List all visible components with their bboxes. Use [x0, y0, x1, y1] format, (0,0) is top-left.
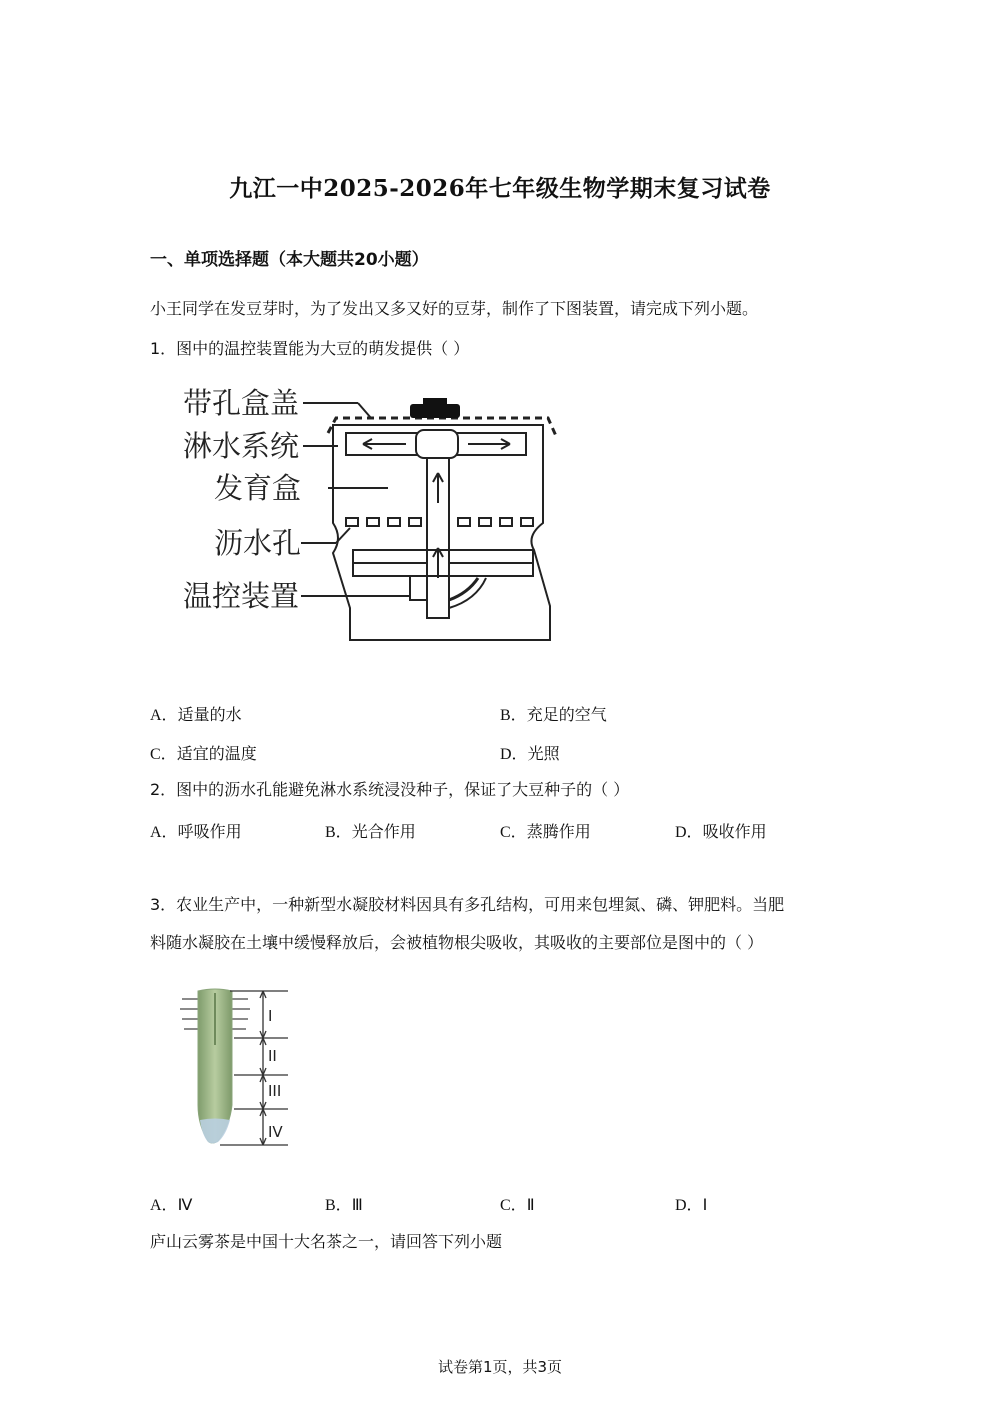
q2-option-b[interactable]: B．光合作用 — [325, 822, 416, 841]
root-zone-label-2: II — [268, 1047, 277, 1065]
root-zone-label-3: III — [268, 1082, 282, 1100]
page-title: 九江一中2025-2026年七年级生物学期末复习试卷 — [229, 175, 771, 202]
q1-option-b[interactable]: B．充足的空气 — [500, 705, 607, 724]
diagram-label-lid: 带孔盒盖 — [183, 386, 300, 420]
q1-option-d[interactable]: D．光照 — [500, 744, 560, 763]
q1-option-a[interactable]: A．适量的水 — [150, 705, 242, 724]
intro-paragraph: 小王同学在发豆芽时，为了发出又多又好的豆芽，制作了下图装置，请完成下列小题。 — [150, 299, 759, 318]
q3-option-d[interactable]: D．Ⅰ — [675, 1195, 708, 1214]
q1-option-c[interactable]: C．适宜的温度 — [150, 744, 257, 763]
question-3-stem-line-2: 料随水凝胶在土壤中缓慢释放后，会被植物根尖吸收，其吸收的主要部位是图中的（ ） — [150, 933, 764, 952]
q2-option-d[interactable]: D．吸收作用 — [675, 822, 767, 841]
page-footer: 试卷第1页，共3页 — [437, 1358, 563, 1376]
section-heading: 一、单项选择题（本大题共20小题） — [150, 250, 429, 270]
q2-option-c[interactable]: C．蒸腾作用 — [500, 822, 591, 841]
sprouting-device-diagram — [178, 378, 568, 648]
question-1-stem: 1．图中的温控装置能为大豆的萌发提供（ ） — [150, 339, 470, 358]
root-zone-label-1: I — [268, 1007, 273, 1025]
diagram-label-drain-holes: 沥水孔 — [214, 526, 302, 560]
q3-option-c[interactable]: C．Ⅱ — [500, 1195, 535, 1214]
diagram-label-temp-control: 温控装置 — [183, 579, 300, 613]
q3-option-b[interactable]: B．Ⅲ — [325, 1195, 363, 1214]
question-2-stem: 2．图中的沥水孔能避免淋水系统浸没种子，保证了大豆种子的（ ） — [150, 780, 630, 799]
q3-option-a[interactable]: A．Ⅳ — [150, 1195, 193, 1214]
root-zone-label-4: IV — [268, 1123, 283, 1141]
lid-knob-icon — [410, 404, 460, 418]
root-tip-diagram — [178, 985, 303, 1150]
diagram-label-growth-box: 发育盒 — [214, 471, 302, 505]
q2-option-a[interactable]: A．呼吸作用 — [150, 822, 242, 841]
question-3-stem-line-1: 3．农业生产中，一种新型水凝胶材料因具有多孔结构，可用来包埋氮、磷、钾肥料。当肥 — [150, 895, 785, 914]
diagram-label-sprinkler: 淋水系统 — [183, 429, 300, 463]
intro-paragraph-tea: 庐山云雾茶是中国十大名茶之一，请回答下列小题 — [150, 1232, 503, 1251]
